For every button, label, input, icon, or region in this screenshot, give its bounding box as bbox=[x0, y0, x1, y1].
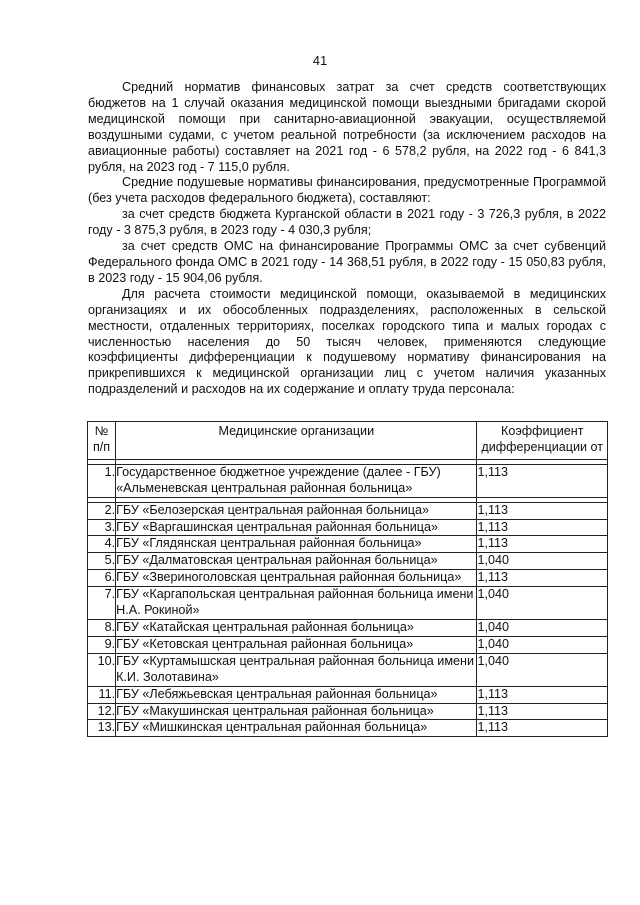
row-organization: ГБУ «Лебяжьевская центральная районная больница» bbox=[116, 686, 477, 703]
paragraph-oms-funds: за счет средств ОМС на финансирование Программы ОМС за счет субвенций Федерального фонда ОМС в 2021 году - 14 368,51 рубля, в 2022 году - 15 050,83 рубля, в 2023 году - 15 904,06 рубля. bbox=[88, 239, 606, 285]
row-coefficient: 1,040 bbox=[477, 636, 608, 653]
body-text bbox=[88, 80, 606, 398]
row-number: 10. bbox=[88, 653, 116, 686]
row-number: 12. bbox=[88, 703, 116, 720]
paragraph-regional-budget: за счет средств бюджета Курганской области в 2021 году - 3 726,3 рубля, в 2022 году - 3 875,3 рубля, в 2023 году - 4 030,3 рубля; bbox=[88, 207, 606, 238]
table-row bbox=[88, 553, 608, 570]
coefficients-table bbox=[87, 421, 608, 737]
row-number: 9. bbox=[88, 636, 116, 653]
paragraph-air-ambulance-norm: Средний норматив финансовых затрат за счет средств соответствующих бюджетов на 1 случай оказания медицинской помощи выездными бригадами скорой медицинской помощи при санитарно-авиационной эвакуации, осуществляемой воздушными судами, с учетом реальной потребности (за исключением расходов на авиационные работы) составляет на 2021 год - 6 578,2 рубля, на 2022 год - 6 841,3 рубля, на 2023 год - 7 115,0 рубля. bbox=[88, 80, 606, 174]
table-row bbox=[88, 619, 608, 636]
paragraph-coefficients-intro: Для расчета стоимости медицинской помощи, оказываемой в медицинских организациях и их обособленных подразделениях, расположенных в сельской местности, отдаленных территориях, поселках городского типа и малых городах с численностью населения до 50 тысяч человек, применяются следующие коэффициенты дифференциации к подушевому нормативу финансирования на прикрепившихся к медицинской организации лиц с учетом наличия указанных подразделений и расходов на их содержание и оплату труда персонала: bbox=[88, 286, 606, 397]
row-organization: Государственное бюджетное учреждение (далее - ГБУ) «Альменевская центральная районная больница» bbox=[116, 464, 477, 497]
paragraph-per-capita-intro: Средние подушевые нормативы финансирования, предусмотренные Программой (без учета расходов федерального бюджета), составляют: bbox=[88, 175, 606, 206]
table-row bbox=[88, 636, 608, 653]
row-organization: ГБУ «Глядянская центральная районная больница» bbox=[116, 536, 477, 553]
table-row bbox=[88, 464, 608, 497]
row-number: 3. bbox=[88, 519, 116, 536]
row-coefficient: 1,040 bbox=[477, 553, 608, 570]
row-organization: ГБУ «Звериноголовская центральная районная больница» bbox=[116, 570, 477, 587]
row-coefficient: 1,113 bbox=[477, 536, 608, 553]
row-coefficient: 1,113 bbox=[477, 519, 608, 536]
table-row bbox=[88, 587, 608, 620]
row-organization: ГБУ «Белозерская центральная районная больница» bbox=[116, 502, 477, 519]
row-organization: ГБУ «Далматовская центральная районная больница» bbox=[116, 553, 477, 570]
row-coefficient: 1,113 bbox=[477, 686, 608, 703]
table-row bbox=[88, 570, 608, 587]
page-number: 41 bbox=[312, 53, 328, 68]
row-coefficient: 1,040 bbox=[477, 587, 608, 620]
table-row bbox=[88, 502, 608, 519]
table-row bbox=[88, 720, 608, 737]
row-coefficient: 1,113 bbox=[477, 570, 608, 587]
row-coefficient: 1,040 bbox=[477, 653, 608, 686]
table-row bbox=[88, 519, 608, 536]
row-number: 5. bbox=[88, 553, 116, 570]
row-organization: ГБУ «Мишкинская центральная районная больница» bbox=[116, 720, 477, 737]
row-coefficient: 1,113 bbox=[477, 703, 608, 720]
row-number: 13. bbox=[88, 720, 116, 737]
row-coefficient: 1,113 bbox=[477, 502, 608, 519]
row-number: 6. bbox=[88, 570, 116, 587]
row-coefficient: 1,113 bbox=[477, 720, 608, 737]
row-organization: ГБУ «Варгашинская центральная районная больница» bbox=[116, 519, 477, 536]
table-header-row bbox=[88, 422, 608, 460]
row-organization: ГБУ «Куртамышская центральная районная больница имени К.И. Золотавина» bbox=[116, 653, 477, 686]
row-number: 4. bbox=[88, 536, 116, 553]
row-organization: ГБУ «Каргапольская центральная районная больница имени Н.А. Рокиной» bbox=[116, 587, 477, 620]
row-number: 11. bbox=[88, 686, 116, 703]
row-number: 7. bbox=[88, 587, 116, 620]
table-row bbox=[88, 686, 608, 703]
row-organization: ГБУ «Кетовская центральная районная больница» bbox=[116, 636, 477, 653]
row-organization: ГБУ «Катайская центральная районная больница» bbox=[116, 619, 477, 636]
row-organization: ГБУ «Макушинская центральная районная больница» bbox=[116, 703, 477, 720]
header-number: № п/п bbox=[88, 422, 116, 460]
row-coefficient: 1,113 bbox=[477, 464, 608, 497]
row-number: 8. bbox=[88, 619, 116, 636]
table-row bbox=[88, 703, 608, 720]
row-number: 2. bbox=[88, 502, 116, 519]
header-coefficient: Коэффициент дифференциации от bbox=[477, 422, 608, 460]
table-row bbox=[88, 653, 608, 686]
row-number: 1. bbox=[88, 464, 116, 497]
table-row bbox=[88, 536, 608, 553]
row-coefficient: 1,040 bbox=[477, 619, 608, 636]
header-organization: Медицинские организации bbox=[116, 422, 477, 460]
